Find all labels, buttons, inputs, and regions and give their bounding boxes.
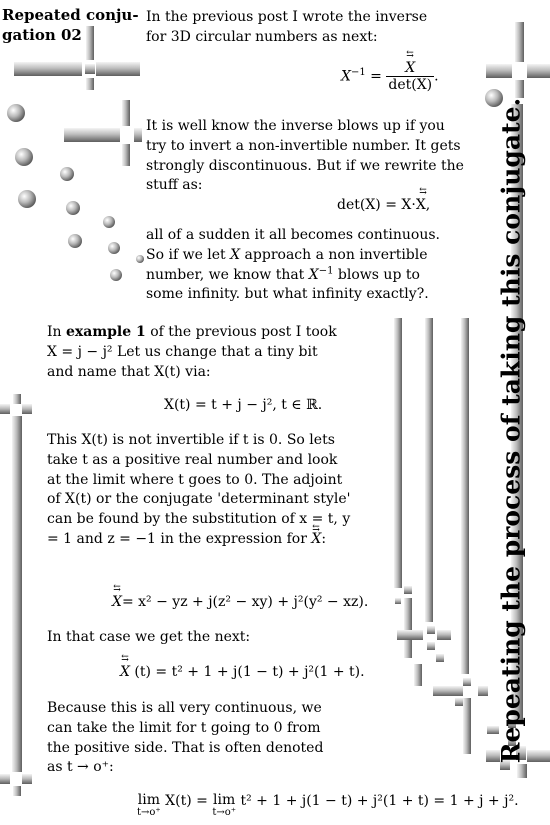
inverse-formula: $X^{-1}$ = ⇆ $\frac{X}{\det(X)}$ . [341,60,439,93]
paragraph-blows-up: It is well know the inverse blows up if you try to invert a non-invertible number. It gets strongly discontinuous. But if we rewrite the stuff as: [146,118,464,194]
det-formula: det(X) = X·⇆ X, [337,197,430,213]
paragraph-next: In that case we get the next: [47,629,251,645]
conjugate-t-formula: ⇆ X (t) = t² + 1 + j(1 − t) + j²(1 + t). [120,664,365,680]
intro-paragraph: In the previous post I wrote the inverse for 3D circular numbers as next: [146,9,428,45]
limit-formula: lim t→o⁺ X(t) = lim t→o⁺ t² + 1 + j(1 − t) + j²(1 + t) = 1 + j + j². [137,792,519,818]
paragraph-limit: Because this is all very continuous, we can take the limit for t going to 0 from the positive side. That is often denoted as t → o⁺: [47,700,324,776]
conjugate-formula: ⇆ X= x² − yz + j(z² − xy) + j²(y² − xz). [112,594,368,610]
paragraph-example-1: In example 1 of the previous post I took X = j − j² Let us change that a tiny bit and name that X(t) via: [47,324,337,380]
paragraph-adjoint: This X(t) is not invertible if t is 0. So lets take t as a positive real number and look at the limit where t goes to 0. The adjoint of X(t) or the conjugate 'determinant style' can be found by the substitution of x = t, y = 1 and z = −1 in the expression for ⇆ X: [47,431,352,550]
post-title: Repeated conju-gation 02 [2,6,139,44]
vertical-bars-middle-right [394,318,488,754]
cross-ornament-top-right [485,22,550,107]
vertical-bar-left [0,394,32,796]
cross-ornament-mid-left [64,100,142,166]
side-caption: Repeating the process of taking this conjugate. [496,97,526,763]
xt-formula: X(t) = t + j − j², t ∈ ℝ. [164,397,323,413]
paragraph-continuous: all of a sudden it all becomes continuous. So if we let X approach a non invertible number, we know that $X^{-1}$ blows up to some infinity. but what infinity exactly?. [146,227,441,303]
